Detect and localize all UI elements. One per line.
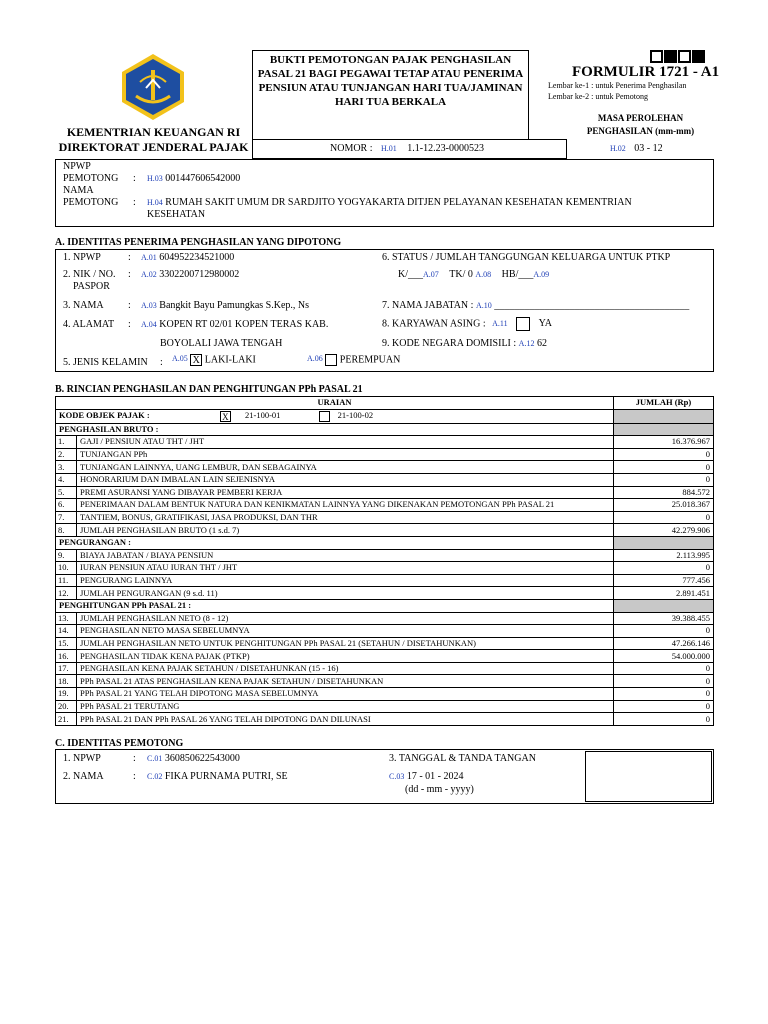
section-b-title: B. RINCIAN PENGHASILAN DAN PENGHITUNGAN PPh PASAL 21 (55, 384, 363, 395)
row-number: 7. (56, 511, 77, 524)
a-npwp-code: A.01 (141, 253, 157, 262)
row-number: 10. (56, 562, 77, 575)
a-npwp-label: 1. NPWP (63, 252, 101, 263)
sheet-2-note: Lembar ke-2 : untuk Pemotong (548, 92, 648, 101)
a-nik-code: A.02 (141, 270, 157, 279)
table-row (56, 662, 714, 675)
row-number: 21. (56, 713, 77, 726)
a-status-tk-code: A.08 (475, 270, 492, 279)
kode-2-label: 21-100-02 (337, 410, 374, 421)
pemotong-nama-value-2: KESEHATAN (147, 209, 206, 220)
pemotong-nama-label (63, 185, 118, 209)
row-amount: 0 (614, 700, 714, 713)
row-amount: 0 (614, 511, 714, 524)
pemotong-npwp-label-1: NPWP (63, 161, 91, 172)
a-nama-label: 3. NAMA (63, 300, 104, 311)
row-number: 17. (56, 662, 77, 675)
group-header-label: PENGURANGAN : (56, 536, 614, 549)
row-number: 16. (56, 650, 77, 663)
table-row (56, 637, 714, 650)
a-alamat-label: 4. ALAMAT (63, 319, 115, 330)
c-nama-code: C.02 (147, 772, 163, 781)
pemotong-nama-row (147, 197, 707, 221)
table-row (56, 650, 714, 663)
table-row (56, 461, 714, 474)
group-header-label: PENGHASILAN BRUTO : (56, 423, 614, 436)
pemotong-npwp-colon: : (133, 173, 136, 184)
a-nik-label-1: 2. NIK / NO. (63, 269, 116, 280)
row-amount: 0 (614, 448, 714, 461)
row-amount: 0 (614, 662, 714, 675)
a-alamat-value-2: BOYOLALI JAWA TENGAH (160, 338, 283, 349)
rincian-table (55, 396, 714, 726)
table-row (56, 549, 714, 562)
table-row (56, 486, 714, 499)
row-label: IURAN PENSIUN ATAU IURAN THT / JHT (77, 562, 614, 575)
ministry-name: KEMENTRIAN KEUANGAN RI (66, 125, 241, 139)
signature-box (585, 751, 712, 802)
row-amount: 777.456 (614, 574, 714, 587)
pemotong-npwp-label-2: PEMOTONG (63, 173, 119, 184)
row-number: 8. (56, 524, 77, 537)
row-number: 3. (56, 461, 77, 474)
group-header-amount-cell (614, 423, 714, 436)
table-row (56, 713, 714, 726)
a-npwp-value: 604952234521000 (159, 252, 235, 263)
a-npwp-row (141, 252, 234, 263)
group-header-amount-cell (614, 536, 714, 549)
row-number: 6. (56, 499, 77, 512)
kode-objek-label: KODE OBJEK PAJAK : (59, 410, 150, 421)
section-c-title: C. IDENTITAS PEMOTONG (55, 738, 184, 749)
pemotong-nama-code: H.04 (147, 198, 163, 207)
kode-objek-row (56, 409, 714, 423)
masa-value: 03 - 12 (634, 143, 663, 154)
sheet-1-note: Lembar ke-1 : untuk Penerima Penghasilan (548, 81, 687, 90)
table-row (56, 675, 714, 688)
ministry-logo-icon (118, 52, 188, 122)
pemotong-nama-colon: : (133, 197, 136, 208)
group-header-row (56, 599, 714, 612)
a-jabatan-code: A.10 (475, 301, 492, 310)
row-label: PENGURANG LAINNYA (77, 574, 614, 587)
nomor-code: H.01 (381, 144, 397, 153)
a-npwp-colon: : (128, 252, 131, 263)
a-jk-perempuan-checkbox[interactable] (325, 354, 337, 366)
row-label: TANTIEM, BONUS, GRATIFIKASI, JASA PRODUKSI, DAN THR (77, 511, 614, 524)
row-number: 2. (56, 448, 77, 461)
table-row (56, 448, 714, 461)
form-title: BUKTI PEMOTONGAN PAJAK PENGHASILAN PASAL 21 BAGI PEGAWAI TETAP ATAU PENERIMA PENSIUN ATAU TUNJANGAN HARI TUA/JAMINAN HARI TUA BERKALA (257, 54, 524, 108)
a-jk-laki (172, 354, 256, 366)
pemotong-npwp-code: H.03 (147, 174, 163, 183)
a-status-tk: TK/ 0 (449, 269, 473, 280)
row-amount: 884.572 (614, 486, 714, 499)
c-npwp-row (147, 753, 240, 764)
pemotong-nama-label-1: NAMA (63, 185, 94, 196)
a-nama-code: A.03 (141, 301, 157, 310)
row-label: JUMLAH PENGURANGAN (9 s.d. 11) (77, 587, 614, 600)
a-negara-label: 9. KODE NEGARA DOMISILI : (382, 338, 517, 349)
a-alamat-row (141, 319, 328, 330)
c-npwp-label: 1. NPWP (63, 753, 101, 764)
a-jk-laki-checkbox[interactable]: X (190, 354, 202, 366)
a-asing-label: 8. KARYAWAN ASING : (382, 318, 486, 330)
table-row (56, 524, 714, 537)
group-header-row (56, 536, 714, 549)
a-jabatan-row (382, 300, 689, 311)
a-jk-laki-label: LAKI-LAKI (204, 354, 256, 366)
row-amount: 39.388.455 (614, 612, 714, 625)
a-asing-ya: YA (538, 318, 552, 330)
a-nik-label-2: PASPOR (73, 281, 110, 292)
row-number: 13. (56, 612, 77, 625)
row-label: PPh PASAL 21 YANG TELAH DIPOTONG MASA SEBELUMNYA (77, 688, 614, 701)
a-status-k-code: A.07 (423, 270, 439, 279)
a-jk-code-p: A.06 (307, 354, 323, 363)
a-alamat-colon: : (128, 319, 131, 330)
row-label: HONORARIUM DAN IMBALAN LAIN SEJENISNYA (77, 473, 614, 486)
nomor-label: NOMOR : (330, 143, 373, 154)
masa-row (610, 143, 663, 154)
row-label: JUMLAH PENGHASILAN BRUTO (1 s.d. 7) (77, 524, 614, 537)
a-negara-row (382, 338, 547, 349)
table-row (56, 574, 714, 587)
row-number: 5. (56, 486, 77, 499)
c-nama-row (147, 771, 288, 782)
table-row (56, 473, 714, 486)
row-label: JUMLAH PENGHASILAN NETO UNTUK PENGHITUNGAN PPh PASAL 21 (SETAHUN / DISETAHUNKAN) (77, 637, 614, 650)
row-amount: 25.018.367 (614, 499, 714, 512)
pemotong-nama-label-2: PEMOTONG (63, 197, 119, 208)
table-row (56, 688, 714, 701)
a-asing-row (382, 317, 552, 331)
a-jk-code-l: A.05 (172, 354, 188, 363)
row-amount: 54.000.000 (614, 650, 714, 663)
row-label: PENGHASILAN NETO MASA SEBELUMNYA (77, 625, 614, 638)
pemotong-npwp-row (147, 173, 240, 184)
pemotong-npwp-value: 001447606542000 (165, 173, 241, 184)
row-amount: 2.113.995 (614, 549, 714, 562)
row-amount: 2.891.451 (614, 587, 714, 600)
c-tgl-label: 3. TANGGAL & TANDA TANGAN (389, 753, 536, 764)
row-number: 20. (56, 700, 77, 713)
row-amount: 0 (614, 562, 714, 575)
kode-2-checkbox[interactable] (319, 411, 330, 422)
nomor-row (330, 143, 484, 154)
row-label: PPh PASAL 21 ATAS PENGHASILAN KENA PAJAK SETAHUN / DISETAHUNKAN (77, 675, 614, 688)
row-amount: 0 (614, 713, 714, 726)
a-alamat-code: A.04 (141, 320, 157, 329)
a-nama-colon: : (128, 300, 131, 311)
row-amount: 47.266.146 (614, 637, 714, 650)
a-nama-value: Bangkit Bayu Pamungkas S.Kep., Ns (159, 300, 309, 311)
table-row (56, 436, 714, 449)
table-row (56, 612, 714, 625)
row-amount: 42.279.906 (614, 524, 714, 537)
group-header-row (56, 423, 714, 436)
a-status-label: 6. STATUS / JUMLAH TANGGUNGAN KELUARGA UNTUK PTKP (382, 252, 671, 263)
a-jabatan-value: _______________________________________ (494, 300, 690, 311)
row-number: 14. (56, 625, 77, 638)
masa-code: H.02 (610, 144, 626, 153)
row-amount: 0 (614, 473, 714, 486)
row-amount: 0 (614, 625, 714, 638)
form-name: FORMULIR 1721 - A1 (572, 64, 720, 80)
c-tgl-format: (dd - mm - yyyy) (405, 784, 474, 795)
row-label: PENERIMAAN DALAM BENTUK NATURA DAN KENIKMATAN LAINNYA YANG DIKENAKAN PEMOTONGAN PPh PASAL 21 (77, 499, 614, 512)
row-label: PENGHASILAN TIDAK KENA PAJAK (PTKP) (77, 650, 614, 663)
a-status-hb: HB/___ (501, 269, 534, 280)
masa-label-1: MASA PEROLEHAN (597, 113, 684, 123)
c-nama-label: 2. NAMA (63, 771, 104, 782)
a-alamat-value-1: KOPEN RT 02/01 KOPEN TERAS KAB. (159, 319, 329, 330)
a-status-row (398, 269, 549, 280)
row-amount: 0 (614, 461, 714, 474)
a-nik-row (141, 269, 239, 280)
row-amount: 0 (614, 675, 714, 688)
c-tgl-row (389, 771, 464, 782)
row-number: 18. (56, 675, 77, 688)
a-status-hb-code: A.09 (533, 270, 550, 279)
row-number: 4. (56, 473, 77, 486)
c-npwp-value: 360850622543000 (164, 753, 240, 764)
row-amount: 16.376.967 (614, 436, 714, 449)
group-header-amount-cell (614, 599, 714, 612)
row-label: JUMLAH PENGHASILAN NETO (8 - 12) (77, 612, 614, 625)
c-npwp-code: C.01 (147, 754, 163, 763)
table-row (56, 700, 714, 713)
row-label: TUNJANGAN PPh (77, 448, 614, 461)
row-number: 11. (56, 574, 77, 587)
a-jk-label: 5. JENIS KELAMIN (63, 357, 148, 368)
a-jk-colon: : (160, 357, 163, 368)
a-asing-code: A.11 (492, 319, 508, 329)
col-jumlah-header: JUMLAH (Rp) (614, 397, 714, 410)
a-nik-colon: : (128, 269, 131, 280)
table-header-row (56, 397, 714, 410)
a-nik-value: 3302200712980002 (159, 269, 240, 280)
table-row (56, 587, 714, 600)
row-label: PREMI ASURANSI YANG DIBAYAR PEMBERI KERJA (77, 486, 614, 499)
a-status-k: K/___ (398, 269, 423, 280)
c-tgl-code: C.03 (389, 772, 405, 781)
table-row (56, 499, 714, 512)
a-nik-label (63, 269, 116, 293)
a-jk-perempuan (307, 354, 400, 366)
table-row (56, 562, 714, 575)
a-negara-code: A.12 (518, 339, 535, 348)
kode-objek-amount-cell (614, 409, 714, 423)
row-number: 12. (56, 587, 77, 600)
row-label: TUNJANGAN LAINNYA, UANG LEMBUR, DAN SEBAGAINYA (77, 461, 614, 474)
row-number: 15. (56, 637, 77, 650)
c-npwp-colon: : (133, 753, 136, 764)
masa-label-2: PENGHASILAN (mm-mm) (586, 126, 695, 136)
kode-1-checkbox[interactable]: X (220, 411, 231, 422)
row-number: 19. (56, 688, 77, 701)
a-jk-perempuan-label: PEREMPUAN (339, 354, 401, 366)
directorate-name: DIREKTORAT JENDERAL PAJAK (58, 140, 249, 154)
row-label: PPh PASAL 21 DAN PPh PASAL 26 YANG TELAH DIPOTONG DAN DILUNASI (77, 713, 614, 726)
row-label: PPh PASAL 21 TERUTANG (77, 700, 614, 713)
a-nama-row (141, 300, 309, 311)
table-row (56, 625, 714, 638)
row-amount: 0 (614, 688, 714, 701)
c-nama-value: FIKA PURNAMA PUTRI, SE (164, 771, 288, 782)
a-jabatan-label: 7. NAMA JABATAN : (382, 300, 474, 311)
row-label: GAJI / PENSIUN ATAU THT / JHT (77, 436, 614, 449)
row-label: BIAYA JABATAN / BIAYA PENSIUN (77, 549, 614, 562)
row-number: 1. (56, 436, 77, 449)
kode-1-label: 21-100-01 (245, 410, 281, 421)
col-uraian-header: URAIAN (56, 397, 614, 410)
c-nama-colon: : (133, 771, 136, 782)
row-number: 9. (56, 549, 77, 562)
pemotong-nama-value-1: RUMAH SAKIT UMUM DR SARDJITO YOGYAKARTA DITJEN PELAYANAN KESEHATAN KEMENTRIAN (165, 197, 632, 208)
row-label: PENGHASILAN KENA PAJAK SETAHUN / DISETAHUNKAN (15 - 16) (77, 662, 614, 675)
nomor-value: 1.1-12.23-0000523 (407, 143, 484, 154)
pemotong-npwp-label (63, 161, 118, 185)
a-negara-value: 62 (536, 338, 547, 349)
group-header-label: PENGHITUNGAN PPh PASAL 21 : (56, 599, 614, 612)
section-a-title: A. IDENTITAS PENERIMA PENGHASILAN YANG DIPOTONG (55, 237, 342, 248)
c-tgl-value: 17 - 01 - 2024 (406, 771, 464, 782)
table-row (56, 511, 714, 524)
a-asing-checkbox[interactable] (516, 317, 530, 331)
